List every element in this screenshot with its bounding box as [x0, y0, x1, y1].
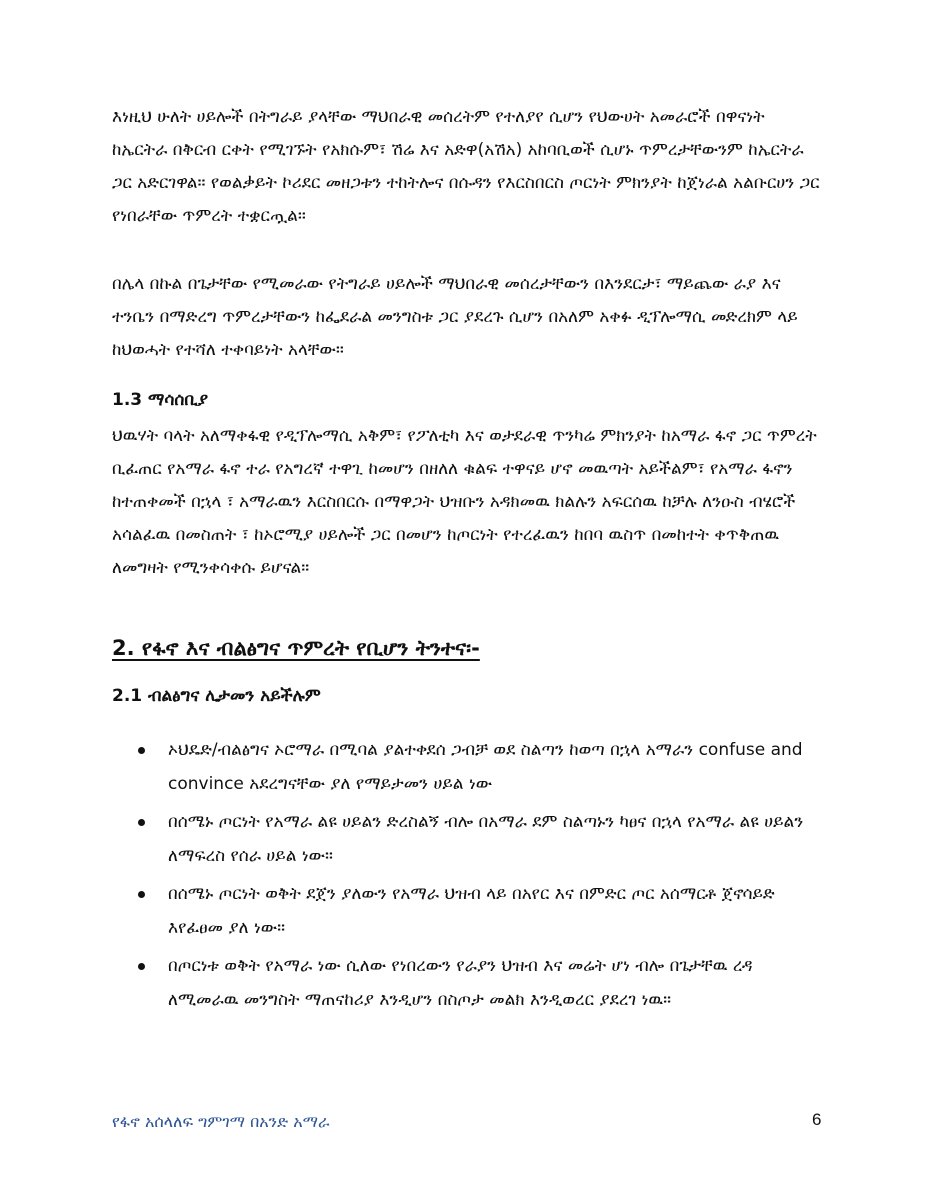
list-item-text: በሰሜኑ ጦርነት የአማራ ልዩ ሀይልን ድረስልኝ ብሎ በአማራ ደም ስልጣኑን ካፀና በኋላ የአማራ ልዩ ሀይልን ለማፍረስ የሰራ ሀይል ነው። — [168, 812, 804, 866]
section-heading: 1.3 ማሳሰቢያ — [112, 390, 209, 410]
bullet-icon — [138, 747, 145, 754]
bullet-list — [138, 733, 828, 1021]
paragraph: ህዉሃት ባላት አለማቀፋዊ የዲፕሎማሲ አቅም፣ የፖለቲካ እና ወታደራዊ ጥንካሬ ምክንያት ከአማራ ፋኖ ጋር ጥምረት ቢፈጠር የአማራ ፋኖ ተራ የአግረኛ ተዋጊ ከመሆን በዘለለ ቁልፍ ተዋናይ ሆኖ መዉጣት አይችልም፣ የአማራ ፋኖን ከተጠቀመች በኋላ ፣ አማራዉን እርስበርሱ በማዋጋት ህዝቡን አዳክመዉ ክልሉን አፍርሰዉ ከቻሉ ለንዑስ ብሄሮች አሳልፈዉ በመስጠት ፣ ከኦሮሚያ ሀይሎች ጋር በመሆን ከጦርነት የተረፈዉን ከበባ ዉስጥ በመከተት ቀጥቅጠዉ ለመግዛት የሚንቀሳቀሱ ይሆናል። — [112, 426, 817, 578]
footer-title: የፋኖ አሰላለፍ ግምገማ በአንድ አማራ — [112, 1112, 330, 1131]
list-item — [138, 949, 828, 1017]
list-item — [138, 733, 828, 801]
bullet-icon — [138, 819, 145, 826]
bullet-icon — [138, 891, 145, 898]
list-item — [138, 877, 828, 945]
section-heading: 2.1 ብልፅግና ሊታመን አይችሉም — [112, 686, 321, 706]
list-item-text: በጦርነቱ ወቅት የአማራ ነው ሲለው የነበረውን የራያን ህዝብ እና መሬት ሆነ ብሎ በጌታቸዉ ረዳ ለሚመራዉ መንግስት ማጠናከሪያ እንዲሆን በስጦታ መልክ እንዲወረር ያደረገ ነዉ። — [168, 956, 753, 1010]
list-item — [138, 805, 828, 873]
list-item-text: በሰሜኑ ጦርነት ወቅት ደጀን ያለውን የአማራ ህዝብ ላይ በአየር እና በምድር ጦር አሰማርቶ ጀኖሳይድ እየፈፀመ ያለ ነው። — [168, 884, 775, 938]
list-item-text: ኦህዴድ/ብልፅግና ኦሮማራ በሚባል ያልተቀደሰ ጋብቻ ወደ ስልጣን ከወጣ በኋላ አማራን confuse and convince አደረግናቸው ያለ የማይታመን ሀይል ነው — [168, 740, 803, 794]
paragraph: በሌላ በኩል በጌታቸው የሚመራው የትግራይ ሀይሎች ማህበራዊ መሰረታቸውን በእንደርታ፣ ማይጨው ራያ እና ተንቤን በማድረግ ጥምረታቸውን ከፌደራል መንግስቱ ጋር ያደረጉ ሲሆን በአለም አቀፉ ዲፕሎማሲ መድረክም ላይ ከህወሓት የተሻለ ተቀባይነት አላቸው። — [112, 274, 798, 360]
page-number: 6 — [812, 1110, 822, 1129]
paragraph: እነዚህ ሁለት ሀይሎች በትግራይ ያላቸው ማህበራዊ መሰረትም የተለያየ ሲሆን የህውሀት አመራሮች በዋናነት ከኤርትራ በቅርብ ርቀት የሚገኙት የአክሱም፣ ሽሬ እና አድዋ(አሽአ) አከባቢወች ሲሆኑ ጥምረታቸውንም ከኤርትራ ጋር አድርገዋል። የወልቃይት ኮሪደር መዘጋቱን ተከትሎና በሱዳን የእርስበርስ ጦርነት ምክንያት ከጀነራል አልቡርሀን ጋር የነበራቸው ጥምረት ተቋርጧል። — [112, 107, 820, 226]
bullet-icon — [138, 963, 145, 970]
chapter-heading: 2. የፋኖ እና ብልፅግና ጥምረት የቢሆን ትንተና፡- — [112, 636, 480, 660]
